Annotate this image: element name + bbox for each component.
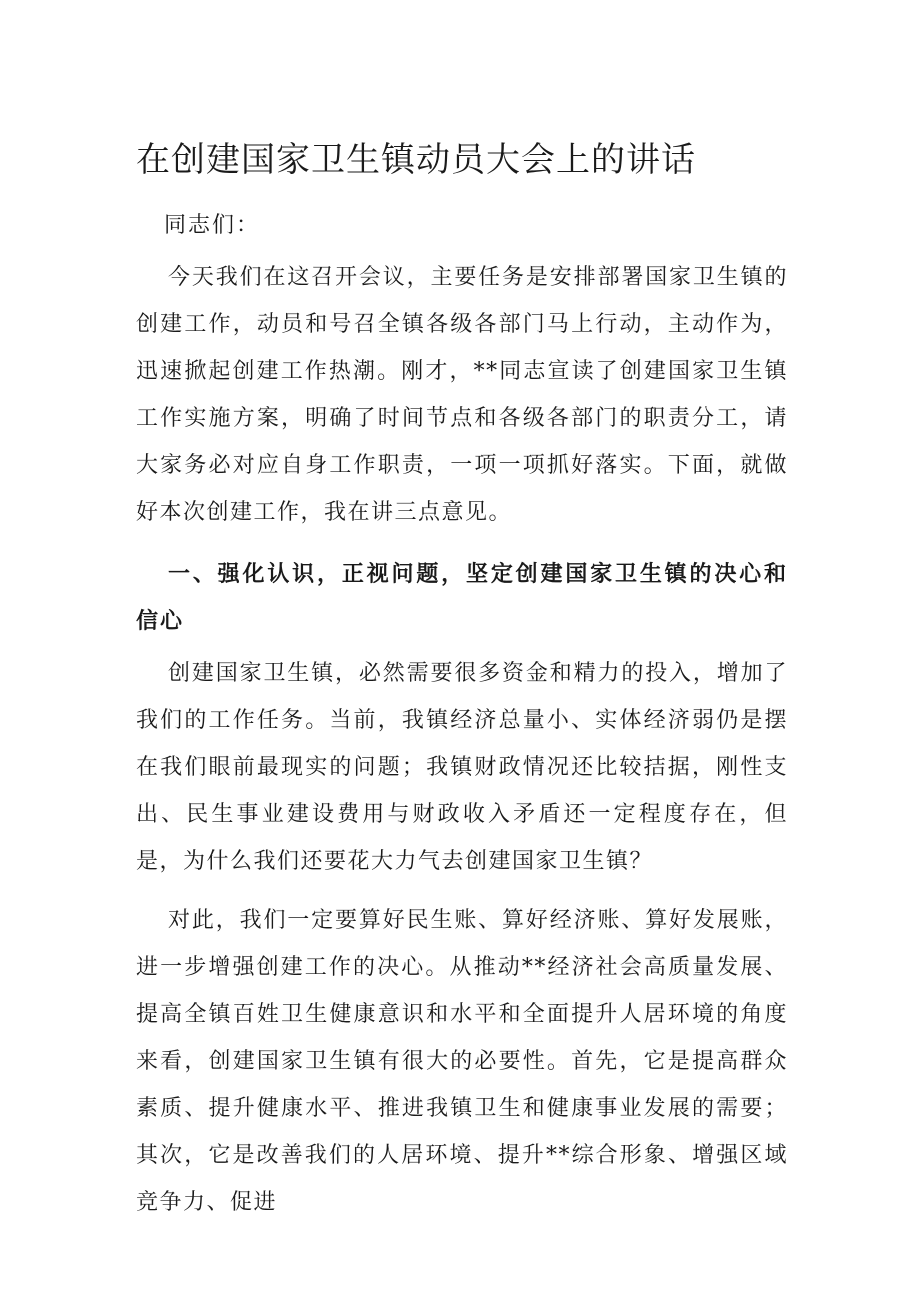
section-heading: 一、强化认识，正视问题，坚定创建国家卫生镇的决心和信心 — [136, 562, 788, 634]
section-paragraph: 创建国家卫生镇，必然需要很多资金和精力的投入，增加了我们的工作任务。当前，我镇经济总量小、实体经济弱仍是摆在我们眼前最现实的问题；我镇财政情况还比较拮据，刚性支出、民生事业建设费用与财政收入矛盾还一定程度存在，但是，为什么我们还要花大力气去创建国家卫生镇？ — [136, 661, 788, 874]
section-paragraph: 对此，我们一定要算好民生账、算好经济账、算好发展账，进一步增强创建工作的决心。从推动**经济社会高质量发展、提高全镇百姓卫生健康意识和水平和全面提升人居环境的角度来看，创建国家卫生镇有很大的必要性。首先，它是提高群众素质、提升健康水平、推进我镇卫生和健康事业发展的需要；其次，它是改善我们的人居环境、提升**综合形象、增强区域竞争力、促进 — [136, 908, 788, 1215]
document-title: 在创建国家卫生镇动员大会上的讲话 — [136, 140, 696, 180]
salutation: 同志们： — [164, 213, 261, 238]
paragraph-intro: 今天我们在这召开会议，主要任务是安排部署国家卫生镇的创建工作，动员和号召全镇各级各部门马上行动，主动作为，迅速掀起创建工作热潮。刚才，**同志宣读了创建国家卫生镇工作实施方案，明确了时间节点和各级各部门的职责分工，请大家务必对应自身工作职责，一项一项抓好落实。下面，就做好本次创建工作，我在讲三点意见。 — [136, 265, 788, 525]
